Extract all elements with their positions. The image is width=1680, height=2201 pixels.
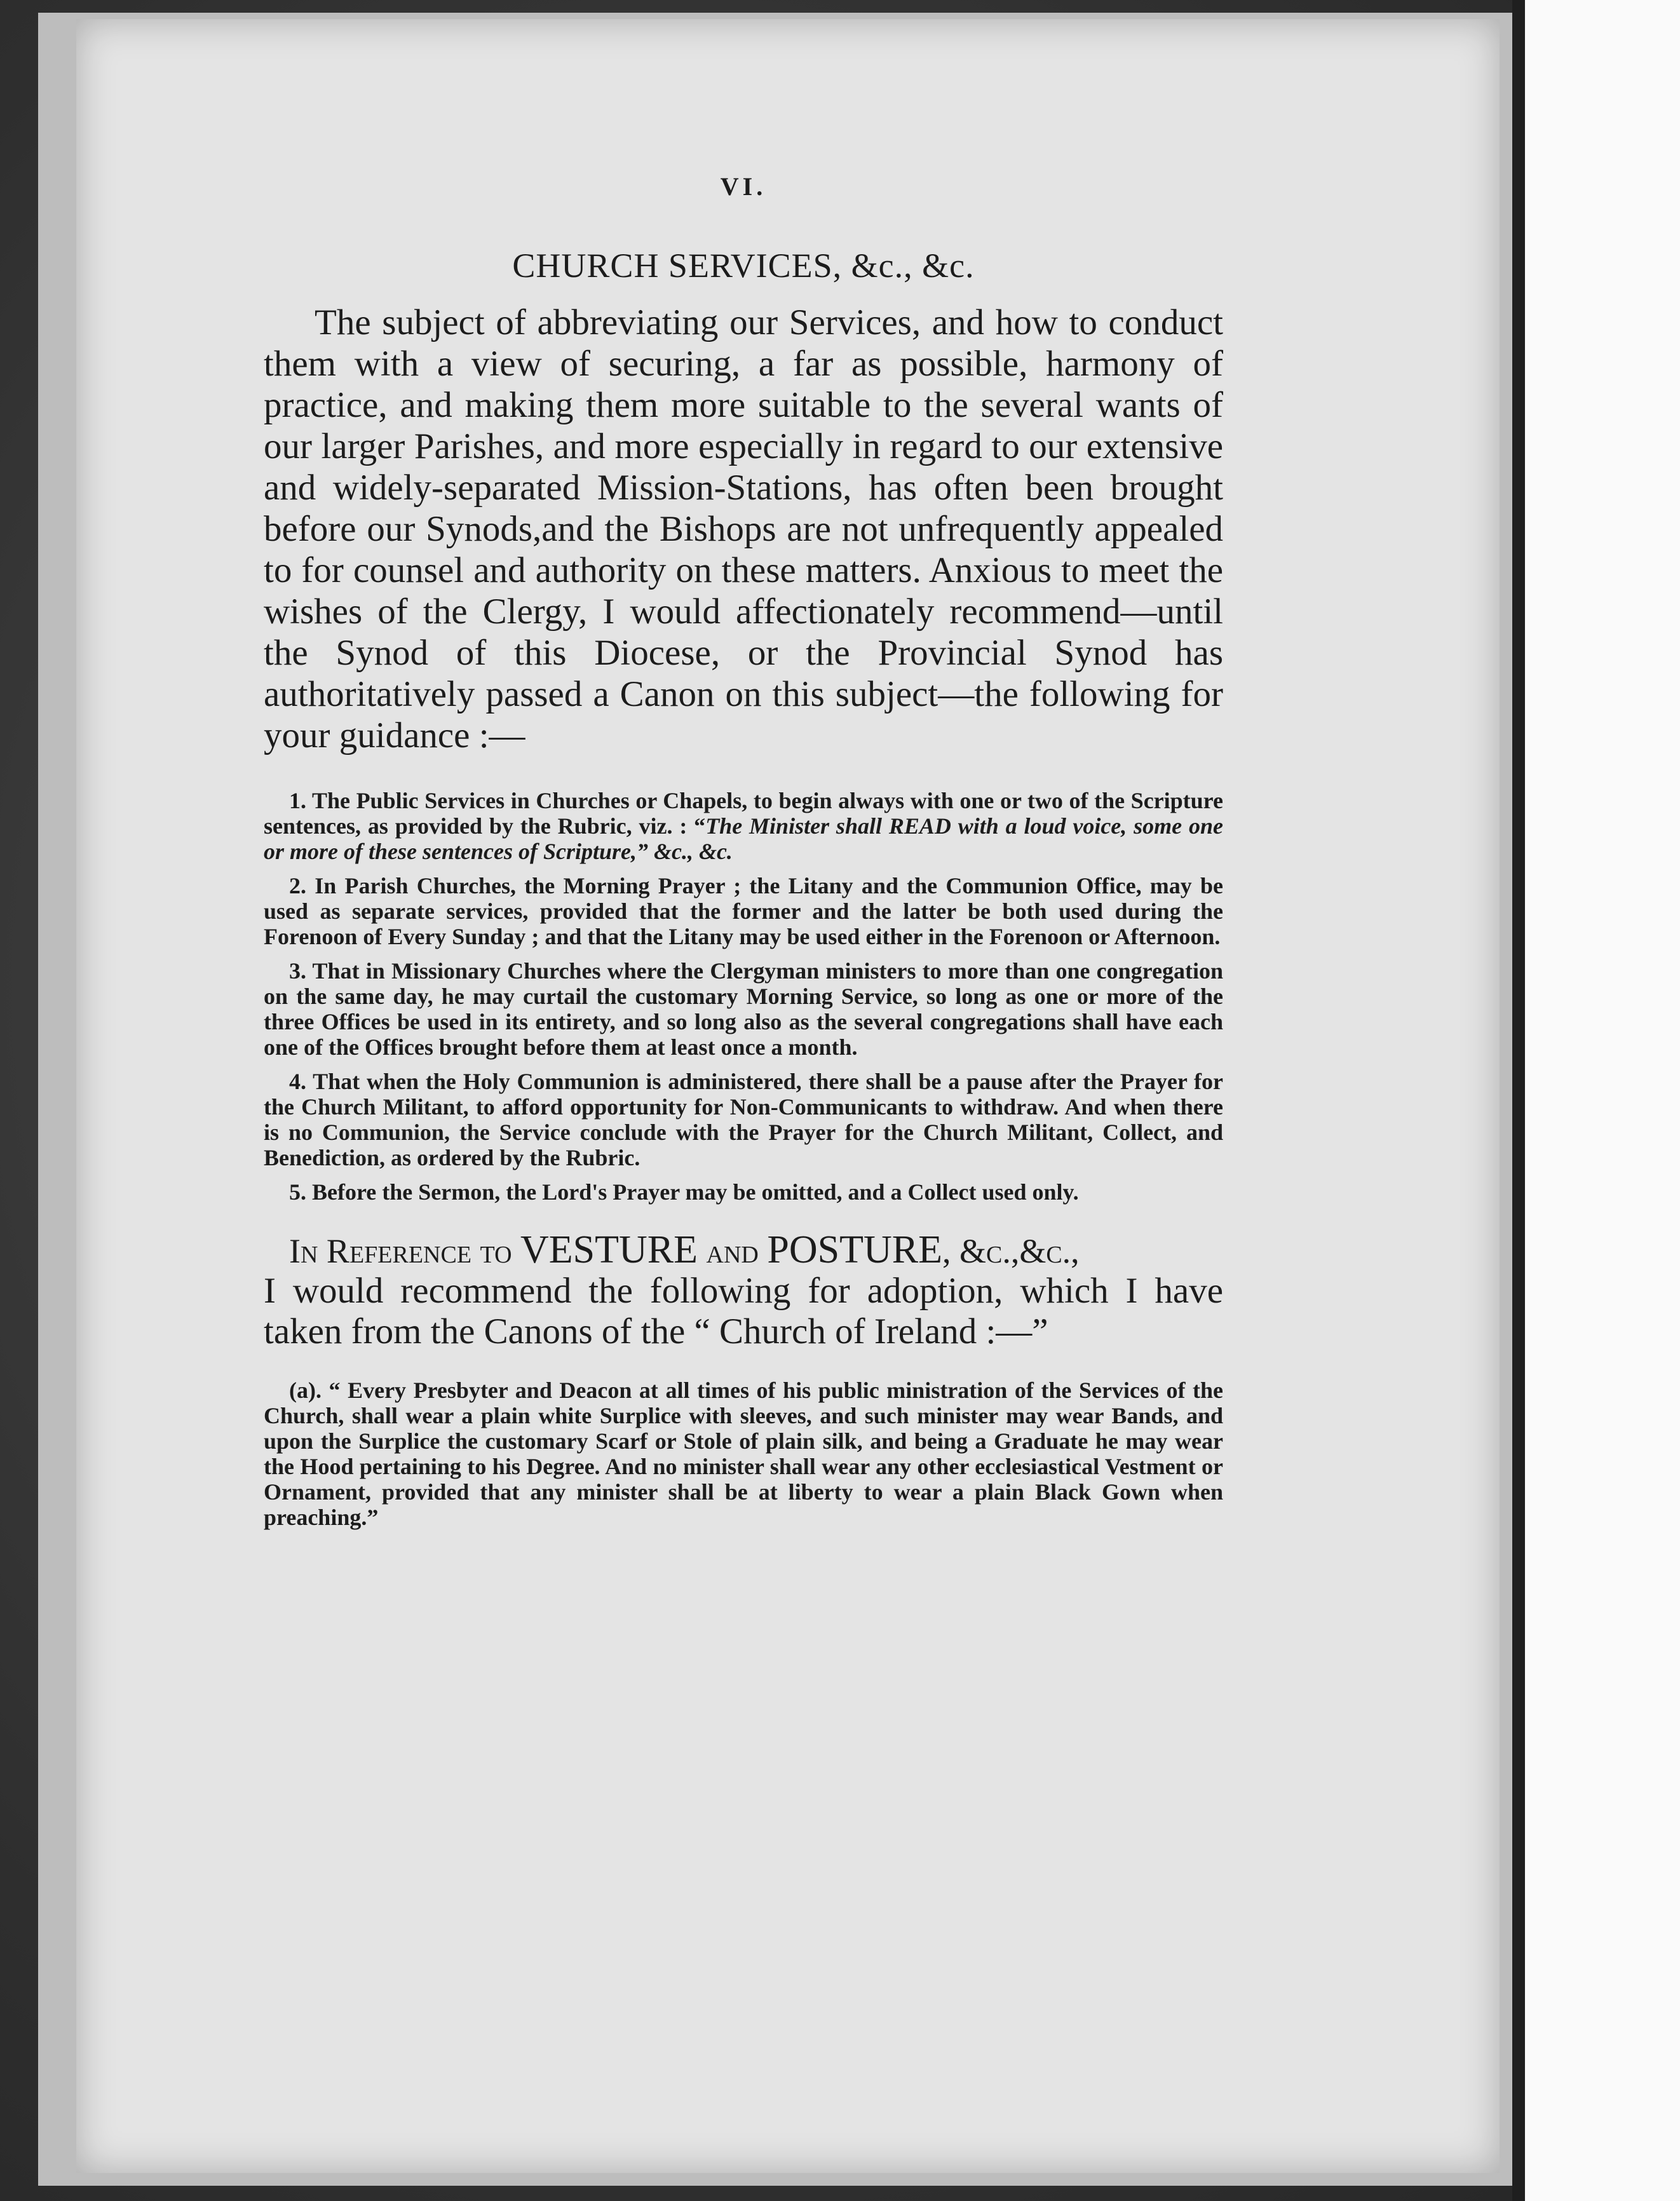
- intro-paragraph: The subject of abbreviating our Services, and how to conduct them with a view of securing, a far as possible, harmony of practice, and making them more suitable to the several wants of our larger Parishes, and more especially in regard to our extensive and widely-separated Mission-Stations, has often been brought before our Synods,and the Bishops are not unfrequently appealed to for counsel and authority on these matters. Anxious to meet the wishes of the Clergy, I would affectionately recommend—until the Synod of this Diocese, or the Provincial Synod has authoritatively passed a Canon on this subject—the following for your guidance :—: [264, 302, 1223, 755]
- page-number: VI.: [720, 172, 767, 201]
- vesture-heading: [264, 1230, 1223, 1271]
- subheading-part: VESTURE: [520, 1228, 698, 1271]
- list-item: [264, 958, 1223, 1060]
- binding-gap: [1512, 0, 1525, 2201]
- canon-quote: (a). “ Every Presbyter and Deacon at all times of his public ministration of the Services of the Church, shall wear a plain white Surplice with sleeves, and such minister may wear Bands, and upon the Surplice the customary Scarf or Stole of plain silk, and being a Graduate he may wear the Hood pertaining to his Degree. And no minister shall wear any other ecclesiastical Vestment or Ornament, provided that any minister shall be at liberty to wear a plain Black Gown when preaching.”: [264, 1378, 1223, 1530]
- numbered-items: [264, 788, 1223, 1205]
- subheading-part: In Reference to: [289, 1232, 521, 1270]
- subheading-part: , &c.,&c.,: [942, 1232, 1080, 1270]
- item-text: 3. That in Missionary Churches where the Clergyman ministers to more than one congregation on the same day, he may curtail the customary Morning Service, so long as one or more of the three Offices be used in its entirety, and so long also as the several congregations shall have each one of the Offices brought before them at least once a month.: [264, 958, 1223, 1060]
- item-text: 4. That when the Holy Communion is administered, there shall be a pause after the Prayer for the Church Militant, to afford opportunity for Non-Communicants to withdraw. And when there is no Communion, the Service conclude with the Prayer for the Church Militant, Collect, and Benediction, as ordered by the Rubric.: [264, 1069, 1223, 1170]
- list-item: [264, 873, 1223, 949]
- item-italic-text: The Minister shall READ with a loud voice, some one or more of these sentences of Scripture,” &c., &c.: [264, 813, 1223, 864]
- item-text: 1. The Public Services in Churches or Chapels, to begin always with one or two of the Scripture sentences, as provided by the Rubric, viz. : “: [264, 788, 1223, 839]
- recommendation-paragraph: I would recommend the following for adoption, which I have taken from the Canons of the “ Church of Ireland :—”: [264, 1271, 1223, 1351]
- item-text: 2. In Parish Churches, the Morning Prayer ; the Litany and the Communion Office, may be used as separate services, provided that the former and the latter be both used during the Forenoon of Every Sunday ; and that the Litany may be used either in the Forenoon or Afternoon.: [264, 873, 1223, 949]
- subheading-part: and: [698, 1232, 768, 1270]
- page-text: [264, 172, 1223, 1530]
- facing-page-strip: [1525, 0, 1680, 2201]
- list-item: [264, 1179, 1223, 1205]
- list-item: [264, 1069, 1223, 1170]
- section-heading: CHURCH SERVICES, &c., &c.: [512, 247, 975, 285]
- subheading-part: POSTURE: [767, 1228, 942, 1271]
- item-text: 5. Before the Sermon, the Lord's Prayer may be omitted, and a Collect used only.: [289, 1179, 1079, 1205]
- list-item: [264, 788, 1223, 864]
